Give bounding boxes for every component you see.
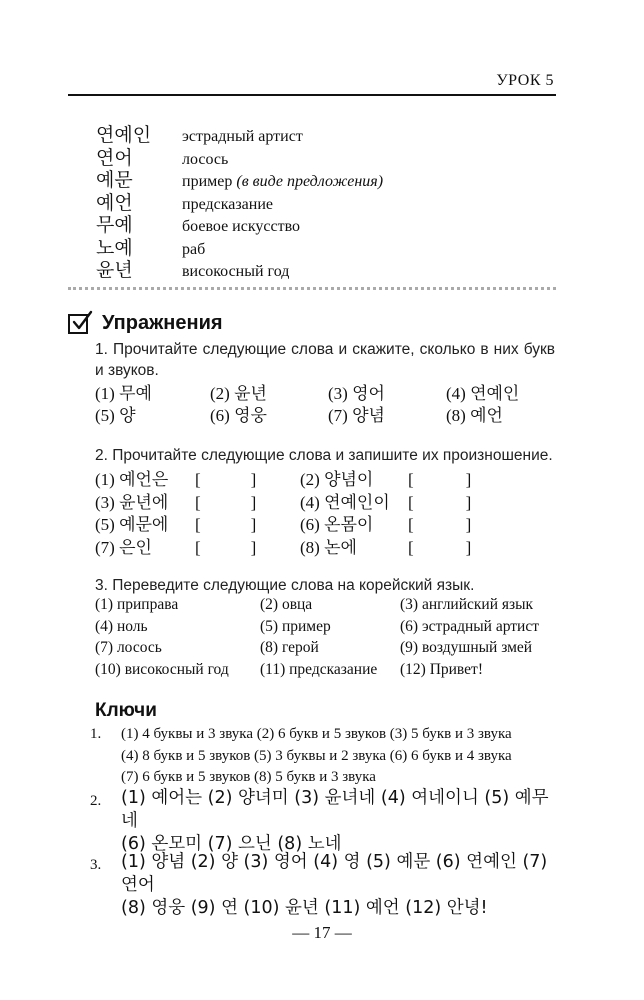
task3-item: (10) високосный год	[95, 660, 229, 678]
vocab-russian: боевое искусство	[182, 218, 301, 235]
task3-word-grid	[95, 596, 565, 682]
task3-item: (2) овца	[260, 596, 313, 613]
vocab-row	[96, 143, 556, 169]
vocab-note: (в виде предложения)	[236, 173, 384, 190]
vocab-russian-word: пример	[182, 173, 233, 190]
task2-item	[95, 533, 300, 556]
close-bracket: ]	[465, 537, 472, 557]
item-word: 윤년에	[119, 492, 169, 513]
task3-item: (5) пример	[260, 617, 331, 635]
key-line: (8) 영웅 (9) 연 (10) 윤년 (11) 예언 (12) 안녕!	[121, 898, 488, 918]
close-bracket: ]	[250, 470, 257, 489]
item-word: 예문에	[119, 515, 169, 535]
vocab-russian: предсказание	[182, 195, 273, 213]
task3-item: (1) приправа	[95, 596, 179, 613]
task2-item	[300, 488, 515, 511]
key-line: (1) 예어는 (2) 양녀미 (3) 윤녀네 (4) 여네이니 (5) 예무네	[121, 788, 549, 831]
key-line: (7) 6 букв и 5 звуков (8) 5 букв и 3 звука	[121, 769, 376, 785]
running-header: УРОК 5	[496, 72, 554, 89]
item-number: (5)	[95, 515, 115, 534]
task2-item	[95, 510, 300, 533]
item-word: 양	[119, 406, 136, 426]
task3-instruction: 3. Переведите следующие слова на корейский язык.	[95, 577, 475, 594]
item-word: 온몸이	[324, 515, 374, 535]
task1-item	[446, 379, 556, 404]
item-number: (8)	[300, 537, 320, 557]
item-number: (1)	[95, 384, 115, 403]
task2-word-grid	[95, 465, 515, 558]
key-line: (6) 온모미 (7) 으닌 (8) 노네	[121, 834, 342, 854]
item-number: (6)	[300, 515, 320, 534]
task3-item: (9) воздушный змей	[400, 639, 533, 656]
dotted-divider	[68, 287, 556, 290]
item-number: (2)	[210, 384, 230, 403]
exercises-title: Упражнения	[102, 312, 223, 334]
item-word: 무예	[119, 384, 152, 404]
key-number: 3.	[90, 857, 102, 873]
item-number: (4)	[300, 492, 320, 512]
vocab-row	[96, 255, 556, 281]
vocab-korean: 연어	[96, 146, 133, 169]
vocab-korean: 무예	[96, 214, 133, 236]
vocabulary-list	[96, 120, 556, 281]
checkmark-box-icon	[68, 314, 88, 334]
item-number: (5)	[95, 406, 115, 425]
vocab-russian: раб	[182, 240, 206, 258]
close-bracket: ]	[465, 470, 472, 489]
close-bracket: ]	[465, 515, 472, 534]
vocab-korean: 예언	[96, 191, 133, 214]
item-word: 연예인이	[324, 492, 390, 513]
task3-item: (6) эстрадный артист	[400, 617, 539, 635]
vocab-russian	[182, 173, 383, 191]
task3-item: (7) лосось	[95, 639, 162, 656]
item-number: (2)	[300, 470, 320, 489]
keys-heading: Ключи	[95, 700, 157, 721]
item-number: (7)	[328, 406, 348, 425]
task1-item	[446, 401, 556, 426]
task3-item: (8) герой	[260, 639, 319, 656]
item-word: 논에	[324, 537, 357, 558]
task1-item	[95, 379, 210, 404]
exercises-heading	[68, 312, 223, 335]
item-number: (3)	[328, 384, 348, 403]
item-word: 영어	[352, 384, 385, 404]
open-bracket: [	[195, 492, 201, 512]
task1-instruction: 1. Прочитайте следующие слова и скажите, сколько в них букв и звуков.	[95, 341, 555, 379]
task1-item	[210, 401, 328, 426]
item-word: 연예인	[470, 384, 520, 404]
key-line: (4) 8 букв и 5 звуков (5) 3 буквы и 2 звука (6) 6 букв и 4 звука	[121, 747, 512, 764]
item-number: (1)	[95, 470, 115, 489]
close-bracket: ]	[250, 492, 257, 512]
vocab-row	[96, 233, 556, 259]
checkmark-icon	[71, 310, 93, 332]
open-bracket: [	[408, 470, 414, 489]
task3-item: (11) предсказание	[260, 660, 378, 678]
item-word: 양념이	[324, 470, 374, 490]
open-bracket: [	[408, 492, 414, 512]
close-bracket: ]	[250, 537, 257, 557]
key-line: (1) 양념 (2) 양 (3) 영어 (4) 영 (5) 예문 (6) 연예인 (7) 연어	[121, 852, 548, 895]
open-bracket: [	[408, 515, 414, 534]
vocab-russian: високосный год	[182, 263, 290, 280]
vocab-row	[96, 210, 556, 236]
key-line: (1) 4 буквы и 3 звука (2) 6 букв и 5 звуков (3) 5 букв и 3 звука	[121, 726, 512, 742]
key-answer-1	[90, 724, 560, 789]
vocab-korean: 윤년	[96, 259, 133, 281]
vocab-korean: 예문	[96, 169, 133, 191]
item-word: 예언	[470, 406, 503, 426]
task2-item	[95, 465, 300, 488]
item-number: (6)	[210, 406, 230, 425]
task1-word-grid	[95, 379, 565, 426]
vocab-row	[96, 120, 556, 146]
task2-item	[300, 533, 515, 556]
key-number: 1.	[90, 726, 102, 742]
task2-item	[300, 510, 515, 533]
task2-instruction: 2. Прочитайте следующие слова и запишите их произношение.	[95, 447, 553, 464]
item-word: 은인	[119, 537, 152, 558]
open-bracket: [	[195, 470, 201, 489]
vocab-korean: 노예	[96, 236, 133, 259]
key-answer-3	[90, 851, 560, 920]
open-bracket: [	[408, 537, 414, 557]
page-number: — 17 —	[292, 923, 352, 942]
item-word: 예언은	[119, 470, 169, 490]
item-word: 영웅	[234, 406, 267, 426]
task2-item	[300, 465, 515, 488]
item-word: 양념	[352, 406, 385, 426]
close-bracket: ]	[250, 515, 257, 534]
task1-item	[95, 401, 210, 426]
open-bracket: [	[195, 515, 201, 534]
item-number: (8)	[446, 406, 466, 425]
vocab-row	[96, 165, 556, 191]
task3-item: (4) ноль	[95, 617, 148, 635]
task1-item	[328, 379, 446, 404]
vocab-russian: лосось	[182, 150, 229, 168]
vocab-korean: 연예인	[96, 124, 152, 146]
item-number: (4)	[446, 384, 466, 403]
task3-item: (3) английский язык	[400, 596, 534, 613]
task1-item	[210, 379, 328, 404]
key-answer-2	[90, 787, 560, 856]
key-number: 2.	[90, 793, 102, 809]
open-bracket: [	[195, 537, 201, 557]
task2-item	[95, 488, 300, 511]
header-rule	[68, 94, 556, 96]
close-bracket: ]	[465, 492, 472, 512]
task3-item: (12) Привет!	[400, 660, 483, 678]
item-number: (3)	[95, 492, 115, 512]
item-word: 윤년	[234, 384, 267, 404]
task1-item	[328, 401, 446, 426]
vocab-russian: эстрадный артист	[182, 128, 303, 145]
item-number: (7)	[95, 537, 115, 557]
